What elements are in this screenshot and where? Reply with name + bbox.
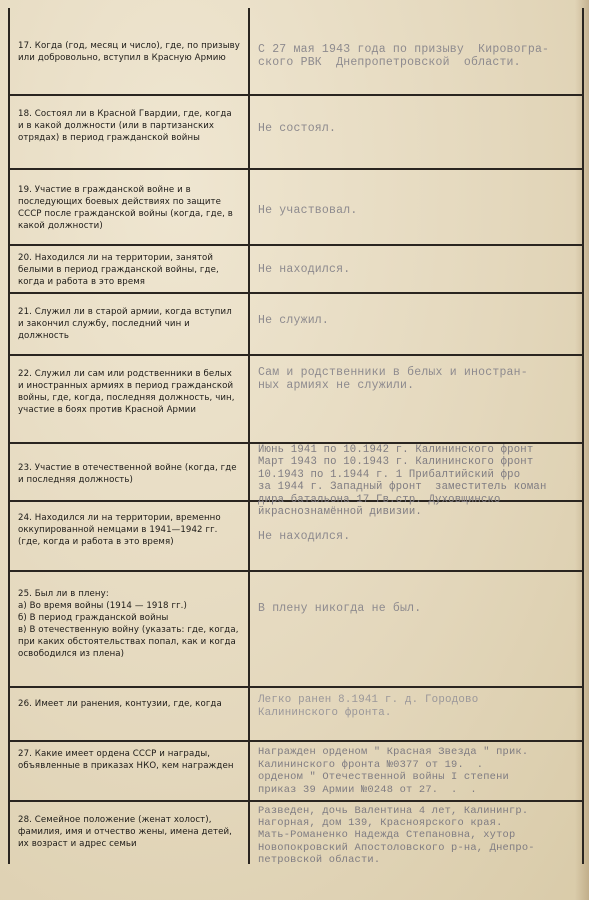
table-row-divider <box>8 292 584 294</box>
question-17: 17. Когда (год, месяц и число), где, по призыву или добровольно, вступил в Красную Армию <box>18 41 240 63</box>
questionnaire-table <box>8 8 584 888</box>
answer-23: Июнь 1941 по 10.1942 г. Калининского фронт Март 1943 по 10.1943 г. Калининского фронт 10.1943 по 1.1944 г. 1 Прибалтийский фро за 1944 г. Западный фронт заместитель коман дира батальона 17 Гв.стр. Духовщинско йкраснознамённой дивизии. <box>258 444 547 519</box>
question-27: 27. Какие имеет ордена СССР и награды, объявленные в приказах НКО, кем награжден <box>18 749 234 771</box>
question-18: 18. Состоял ли в Красной Гвардии, где, когда и в какой должности (или в партизанских отрядах) в период гражданской войны <box>18 109 232 143</box>
question-26: 26. Имеет ли ранения, контузии, где, когда <box>18 699 222 709</box>
question-19: 19. Участие в гражданской войне и в последующих боевых действиях по защите СССР после гражданской войны (когда, где, в какой должности) <box>18 185 233 231</box>
answer-21: Не служил. <box>258 314 330 327</box>
answer-26: Легко ранен 8.1941 г. д. Городово Калининского фронта. <box>258 694 479 719</box>
answer-27: Награжден орденом " Красная Звезда " прик. Калининского фронта №0377 от 19. . орденом " Отечественной войны I степени приказ 39 Армии №0248 от 27. . . <box>258 746 529 796</box>
table-row-divider <box>8 244 584 246</box>
answer-20: Не находился. <box>258 263 351 276</box>
table-row-divider <box>8 354 584 356</box>
question-22: 22. Служил ли сам или родственники в белых и иностранных армиях в период гражданской войны, где, когда, последняя должность, чин, участие в боях против Красной Армии <box>18 369 235 415</box>
question-23: 23. Участие в отечественной войне (когда, где и последняя должность) <box>18 463 237 485</box>
answer-24: Не находился. <box>258 530 351 543</box>
table-row-divider <box>8 800 584 802</box>
answer-28: Разведен, дочь Валентина 4 лет, Калинингр. Нагорная, дом 139, Красноярского края. Мать-Романенко Надежда Степановна, хутор Новопокровский Апостоловского р-на, Днепро- петровской области. <box>258 805 535 866</box>
question-20: 20. Находился ли на территории, занятой белыми в период гражданской войны, где, когда и работа в это время <box>18 253 219 287</box>
table-column-divider <box>248 8 250 864</box>
answer-18: Не состоял. <box>258 122 337 135</box>
answer-17: С 27 мая 1943 года по призыву Кировогра- ского РВК Днепропетровской области. <box>258 43 550 69</box>
table-row-divider <box>8 570 584 572</box>
table-row-divider <box>8 168 584 170</box>
answer-22: Сам и родственники в белых и иностран- ных армиях не служили. <box>258 366 528 392</box>
question-25: 25. Был ли в плену: а) Во время войны (1914 — 1918 гг.) б) В период гражданской войны в) В отечественную войну (указать: где, когда, при каких обстоятельствах попал, как и когда освободился из плена) <box>18 589 239 659</box>
question-28: 28. Семейное положение (женат холост), фамилия, имя и отчество жены, имена детей, их возраст и адрес семьи <box>18 815 232 849</box>
answer-25: В плену никогда не был. <box>258 602 422 615</box>
table-left-border <box>8 8 10 864</box>
question-21: 21. Служил ли в старой армии, когда вступил и закончил службу, последний чин и должность <box>18 307 232 341</box>
table-row-divider <box>8 686 584 688</box>
table-right-border <box>582 8 584 864</box>
table-row-divider <box>8 740 584 742</box>
answer-19: Не участвовал. <box>258 204 358 217</box>
table-row-divider <box>8 94 584 96</box>
question-24: 24. Находился ли на территории, временно оккупированной немцами в 1941—1942 гг. (где, когда и работа в это время) <box>18 513 221 547</box>
